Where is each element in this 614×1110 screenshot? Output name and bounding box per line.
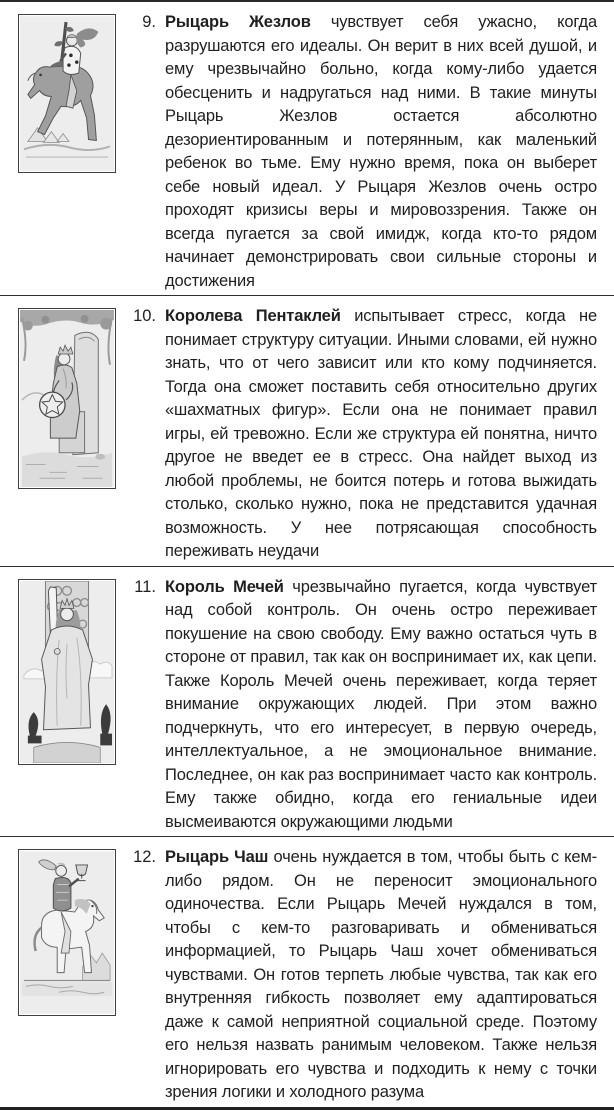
card-column [0, 576, 114, 835]
item-text [165, 846, 614, 1105]
list-item-knight-of-wands [0, 2, 614, 295]
item-description: испытывает стресс, когда не понимает структуру ситуации. Иными словами, ей нужно знать, что от чего зависит или кто кому подчиняется. Тогда она сможет поставить себя относительно других «шахматных фигур». Если она не понимает правил игры, ей тревожно. Если же структура ей понятна, ничто другое не введет ее в стресс. Она найдет выход из любой проблемы, не боится потерь и готова выжидать столько, сколько нужно, пока не представится удачная возможность. У нее потрясающая способность переживать неудачи [165, 307, 597, 560]
item-number: 11. [134, 577, 156, 596]
item-text [165, 576, 614, 835]
card-column [0, 846, 114, 1105]
list-item-knight-of-cups [0, 836, 614, 1107]
queen-of-pentacles-illustration [20, 310, 114, 487]
king-of-swords-illustration [20, 581, 114, 763]
king-of-swords-card-image [18, 579, 116, 765]
item-description: очень нуждается в том, чтобы быть с кем-либо рядом. Он не переносит эмоционального одиночества. Если Рыцарь Мечей нуждался в том, чтобы с кем-то разговаривать и обмениваться информацией, то Рыцарь Чаш хочет обмениваться чувствами. Он готов терпеть любые чувства, так как его внутренняя гибкость позволяет ему адаптироваться даже к самой неприятной социальной среде. Поэтому его нельзя назвать ранимым человеком. Также нельзя игнорировать его чувства и подходить к нему с точки зрения логики и холодного разума [165, 848, 597, 1101]
knight-of-cups-card-image [18, 849, 116, 1016]
knight-of-cups-illustration [20, 851, 114, 1014]
list-item-king-of-swords [0, 566, 614, 837]
item-description: чрезвычайно пугается, когда чувствует над собой контроль. Он очень остро переживает покушение на свою свободу. Ему важно остаться чуть в стороне от правил, так как он воспринимает их, как цепи. Также Король Мечей очень переживает, когда теряет внимание окружающих людей. При этом важно подчеркнуть, что его интересует, в первую очередь, интеллектуальное, а не эмоциональное внимание. Последнее, он как раз воспринимает часто как контроль. Ему также обидно, когда его гениальные идеи высмеиваются окружающими людьми [165, 577, 597, 831]
queen-of-pentacles-card-image [18, 308, 116, 489]
card-title: Король Мечей [165, 577, 284, 596]
card-column [0, 305, 114, 564]
knight-of-wands-card-image [18, 14, 116, 173]
item-text [165, 11, 614, 293]
list-item-queen-of-pentacles [0, 295, 614, 566]
item-description: чувствует себя ужасно, когда разрушаются его идеалы. Он верит в них всей душой, и ему чрезвычайно больно, когда кому-либо удается обесценить и надругаться над ними. В такие минуты Рыцарь Жезлов остается абсолютно дезориентированным и потерянным, как маленький ребенок во тьме. Ему нужно время, пока он выберет себе новый идеал. У Рыцаря Жезлов очень остро проходят кризисы веры и мировоззрения. Также он всегда пугается за свой имидж, когда кто-то рядом начинает демонстрировать свои сильные стороны и достижения [165, 13, 597, 290]
card-title: Рыцарь Чаш [165, 848, 269, 866]
card-column [0, 11, 114, 293]
card-title: Королева Пентаклей [165, 307, 341, 325]
item-text [165, 305, 614, 564]
item-number: 12. [133, 848, 156, 866]
knight-of-wands-illustration [20, 16, 114, 171]
card-title: Рыцарь Жезлов [165, 13, 311, 31]
item-number: 10. [133, 307, 156, 325]
item-number: 9. [142, 13, 156, 31]
